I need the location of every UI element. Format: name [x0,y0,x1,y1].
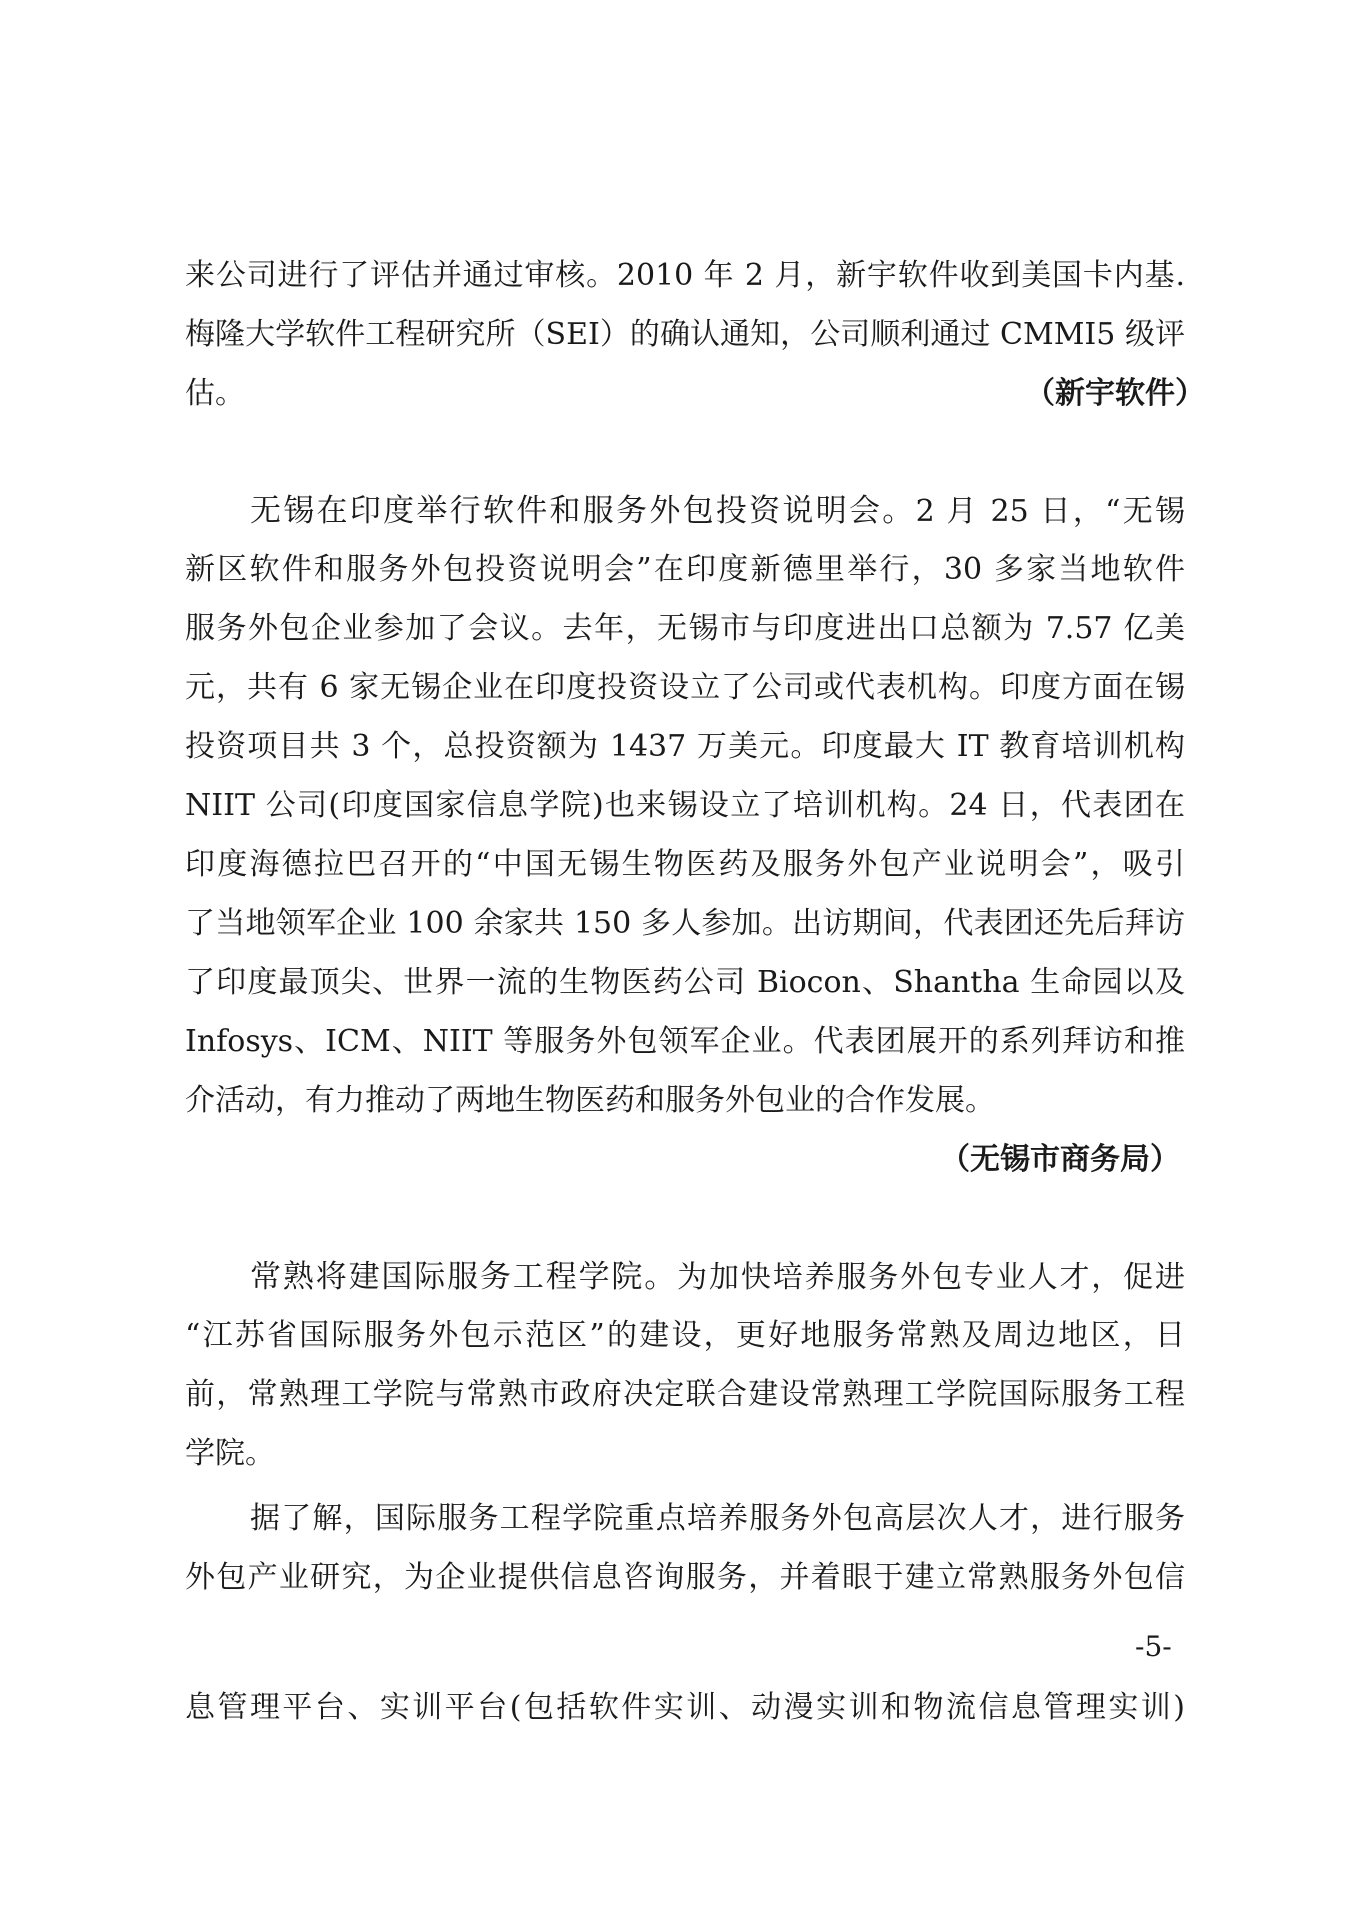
article2-line-2: 服务外包企业参加了会议。去年，无锡市与印度进出口总额为 7.57 亿美 [185,611,1185,646]
article1-line-3: 估。 [185,376,245,411]
next-page-first-line: 息管理平台、实训平台(包括软件实训、动漫实训和物流信息管理实训) [185,1690,1185,1725]
article3-title: 常熟将建国际服务工程学院。 [250,1259,678,1295]
article3-line-2: 前，常熟理工学院与常熟市政府决定联合建设常熟理工学院国际服务工程 [185,1377,1185,1412]
article2-line-3: 元，共有 6 家无锡企业在印度投资设立了公司或代表机构。印度方面在锡 [185,670,1185,705]
article2-line-7: 了当地领军企业 100 余家共 150 多人参加。出访期间，代表团还先后拜访 [185,906,1185,941]
article2-first-line-rest: 2 月 25 日，“无锡 [915,494,1185,529]
article3-first-line-rest: 为加快培养服务外包专业人才，促进 [677,1260,1186,1295]
article2-title: 无锡在印度举行软件和服务外包投资说明会。 [250,493,916,529]
page-number: -5- [1135,1630,1172,1663]
article2-line-6: 印度海德拉巴召开的“中国无锡生物医药及服务外包产业说明会”，吸引 [185,847,1185,882]
article2-line-8: 了印度最顶尖、世界一流的生物医药公司 Biocon、Shantha 生命园以及 [185,965,1185,1000]
article2-line-5: NIIT 公司(印度国家信息学院)也来锡设立了培训机构。24 日，代表团在 [185,788,1185,823]
article3-line-1: “江苏省国际服务外包示范区”的建设，更好地服务常熟及周边地区，日 [185,1318,1185,1353]
article2-line-10: 介活动，有力推动了两地生物医药和服务外包业的合作发展。 [185,1083,995,1118]
article2-source: （无锡市商务局） [940,1142,1180,1177]
article3-first-line [250,1256,1185,1299]
article2-line-1: 新区软件和服务外包投资说明会”在印度新德里举行，30 多家当地软件 [185,552,1185,587]
article3-para2-line-1: 外包产业研究，为企业提供信息咨询服务，并着眼于建立常熟服务外包信 [185,1560,1185,1595]
article3-line-3: 学院。 [185,1436,275,1471]
article2-line-9: Infosys、ICM、NIIT 等服务外包领军企业。代表团展开的系列拜访和推 [185,1024,1185,1059]
article1-line-2: 梅隆大学软件工程研究所（SEI）的确认通知，公司顺利通过 CMMI5 级评 [185,317,1185,352]
article2-first-line [250,490,1185,533]
article3-para2-first-line: 据了解，国际服务工程学院重点培养服务外包高层次人才，进行服务 [250,1501,1185,1536]
article1-source: （新宇软件） [1025,376,1205,411]
article2-line-4: 投资项目共 3 个，总投资额为 1437 万美元。印度最大 IT 教育培训机构 [185,729,1185,764]
article1-line-1: 来公司进行了评估并通过审核。2010 年 2 月，新宇软件收到美国卡内基. [185,258,1185,293]
